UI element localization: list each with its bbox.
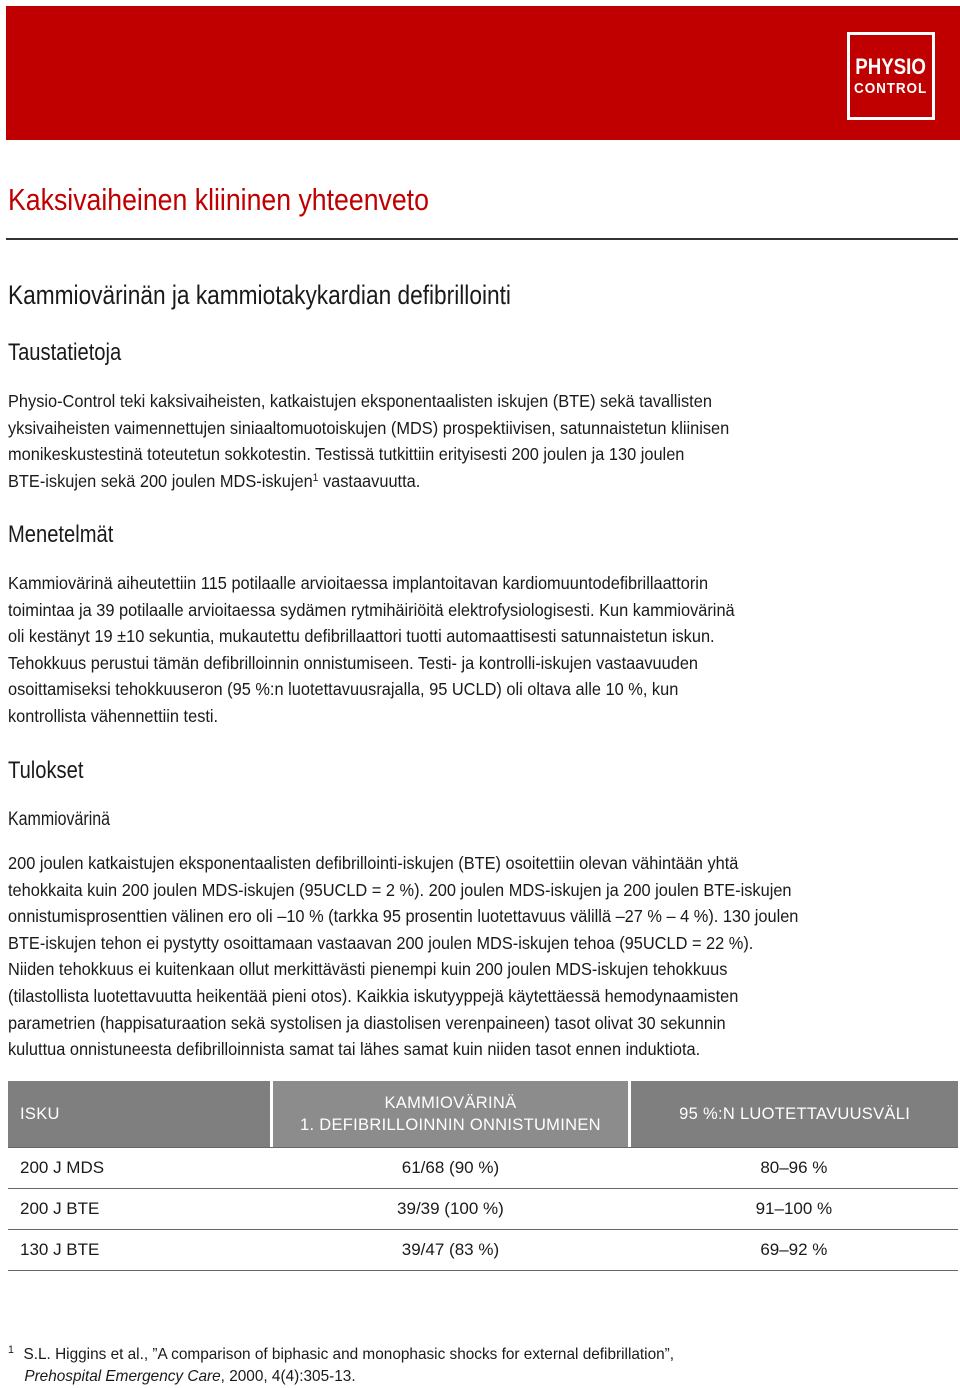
results-table	[8, 1081, 958, 1271]
results-line: tehokkaita kuin 200 joulen MDS-iskujen (95UCLD = 2 %). 200 joulen MDS-iskujen ja 200 joulen BTE-iskujen	[8, 879, 792, 900]
table-row	[8, 1230, 958, 1271]
document-title: Kaksivaiheinen kliininen yhteenveto	[8, 182, 429, 217]
results-line: BTE-iskujen tehon ei pystytty osoittamaan vastaavan 200 joulen MDS-iskujen tehoa (95UCLD = 22 %).	[8, 932, 754, 953]
methods-line: osoittamiseksi tehokkuuseron (95 %:n luotettavuusrajalla, 95 UCLD) oli oltava alle 10 %, kun	[8, 679, 679, 700]
cell-success: 39/39 (100 %)	[271, 1189, 630, 1230]
background-line: yksivaiheisten vaimennettujen siniaaltomuotoiskujen (MDS) prospektiivisen, satunnaistetun kliinisen	[8, 417, 730, 438]
header-band	[6, 6, 960, 140]
table-row	[8, 1148, 958, 1189]
table-row	[8, 1189, 958, 1230]
background-paragraph	[8, 388, 934, 494]
cell-shock: 200 J BTE	[8, 1189, 271, 1230]
cell-ci: 69–92 %	[630, 1230, 958, 1271]
results-line: 200 joulen katkaistujen eksponentaalisten defibrillointi-iskujen (BTE) osoitettiin olevan vähintään yhtä	[8, 853, 739, 873]
methods-line: oli kestänyt 19 ±10 sekuntia, mukautettu defibrillaattori tuotti automaattisesti satunnaistetun iskun.	[8, 626, 715, 647]
background-line: monikeskustestinä toteutetun sokkotestin. Testissä tutkittiin erityisesti 200 joulen ja 130 joulen	[8, 444, 685, 465]
results-line: Niiden tehokkuus ei kuitenkaan ollut merkittävästi pienempi kuin 200 joulen MDS-iskujen tehokkuus	[8, 959, 728, 980]
header-shock: ISKU	[8, 1081, 271, 1147]
results-subheading: Kammiovärinä	[8, 809, 111, 830]
results-heading: Tulokset	[8, 757, 84, 784]
background-line-with-ref	[8, 468, 934, 495]
results-line: (tilastollista luotettavuutta heikentää pieni otos). Kaikkia iskutyyppejä käytettäessä hemodynaamisten	[8, 985, 739, 1006]
background-line: BTE-iskujen sekä 200 joulen MDS-iskujen	[8, 470, 313, 491]
cell-shock: 200 J MDS	[8, 1148, 271, 1189]
footnote-reference[interactable]: 1	[312, 471, 319, 484]
cell-success: 39/47 (83 %)	[271, 1230, 630, 1271]
methods-line: toimintaa ja 39 potilaalle arvioitaessa sydämen rytmihäiriöitä elektrofysiologisesti. Kun kammiovärinä	[8, 599, 735, 620]
background-line: Physio-Control teki kaksivaiheisten, katkaistujen eksponentaalisten iskujen (BTE) sekä tavallisten	[8, 391, 712, 411]
footnote-mark: 1	[8, 1344, 14, 1356]
background-line: vastaavuutta.	[322, 470, 421, 491]
cell-success: 61/68 (90 %)	[271, 1148, 630, 1189]
header-success-line2: 1. DEFIBRILLOINNIN ONNISTUMINEN	[300, 1116, 601, 1134]
results-line: kuluttua onnistuneesta defibrilloinnista samat tai lähes samat kuin niiden tasot ennen induktiota.	[8, 1039, 701, 1060]
logo-text-physio: PHYSIO	[855, 54, 927, 79]
cell-ci: 91–100 %	[630, 1189, 958, 1230]
cell-shock: 130 J BTE	[8, 1230, 271, 1271]
title-divider	[6, 238, 958, 240]
cell-ci: 80–96 %	[630, 1148, 958, 1189]
background-heading: Taustatietoja	[8, 339, 122, 366]
footnote-journal: Prehospital Emergency Care	[24, 1368, 221, 1385]
header-confidence-interval: 95 %:N LUOTETTAVUUSVÄLI	[630, 1081, 958, 1147]
footnote-line2	[8, 1366, 674, 1388]
methods-heading: Menetelmät	[8, 521, 114, 548]
footnote-line1: S.L. Higgins et al., ”A comparison of biphasic and monophasic shocks for external defibrillation”,	[23, 1346, 675, 1363]
footnote-citation: , 2000, 4(4):305-13.	[220, 1368, 356, 1385]
table-header-row	[8, 1081, 958, 1147]
logo-text-control: CONTROL	[854, 80, 928, 97]
methods-paragraph	[8, 570, 934, 730]
results-line: onnistumisprosenttien välinen ero oli –10 % (tarkka 95 prosentin luotettavuus välillä –27 % – 4 %). 130 joulen	[8, 906, 799, 927]
results-paragraph	[8, 850, 934, 1063]
main-heading: Kammiovärinän ja kammiotakykardian defibrillointi	[8, 280, 511, 310]
results-line: parametrien (happisaturaation sekä systolisen ja diastolisen verenpaineen) tasot olivat 30 sekunnin	[8, 1012, 726, 1033]
physio-control-logo	[847, 32, 935, 120]
footnote	[8, 1344, 674, 1388]
methods-line: Tehokkuus perustui tämän defibrilloinnin onnistumiseen. Testi- ja kontrolli-iskujen vastaavuuden	[8, 652, 699, 673]
header-success	[271, 1081, 630, 1147]
methods-line: kontrollista vähennettiin testi.	[8, 705, 219, 726]
header-success-line1: KAMMIOVÄRINÄ	[384, 1094, 517, 1112]
methods-line: Kammiovärinä aiheutettiin 115 potilaalle arvioitaessa implantoitavan kardiomuuntodefibrillaattorin	[8, 573, 709, 593]
